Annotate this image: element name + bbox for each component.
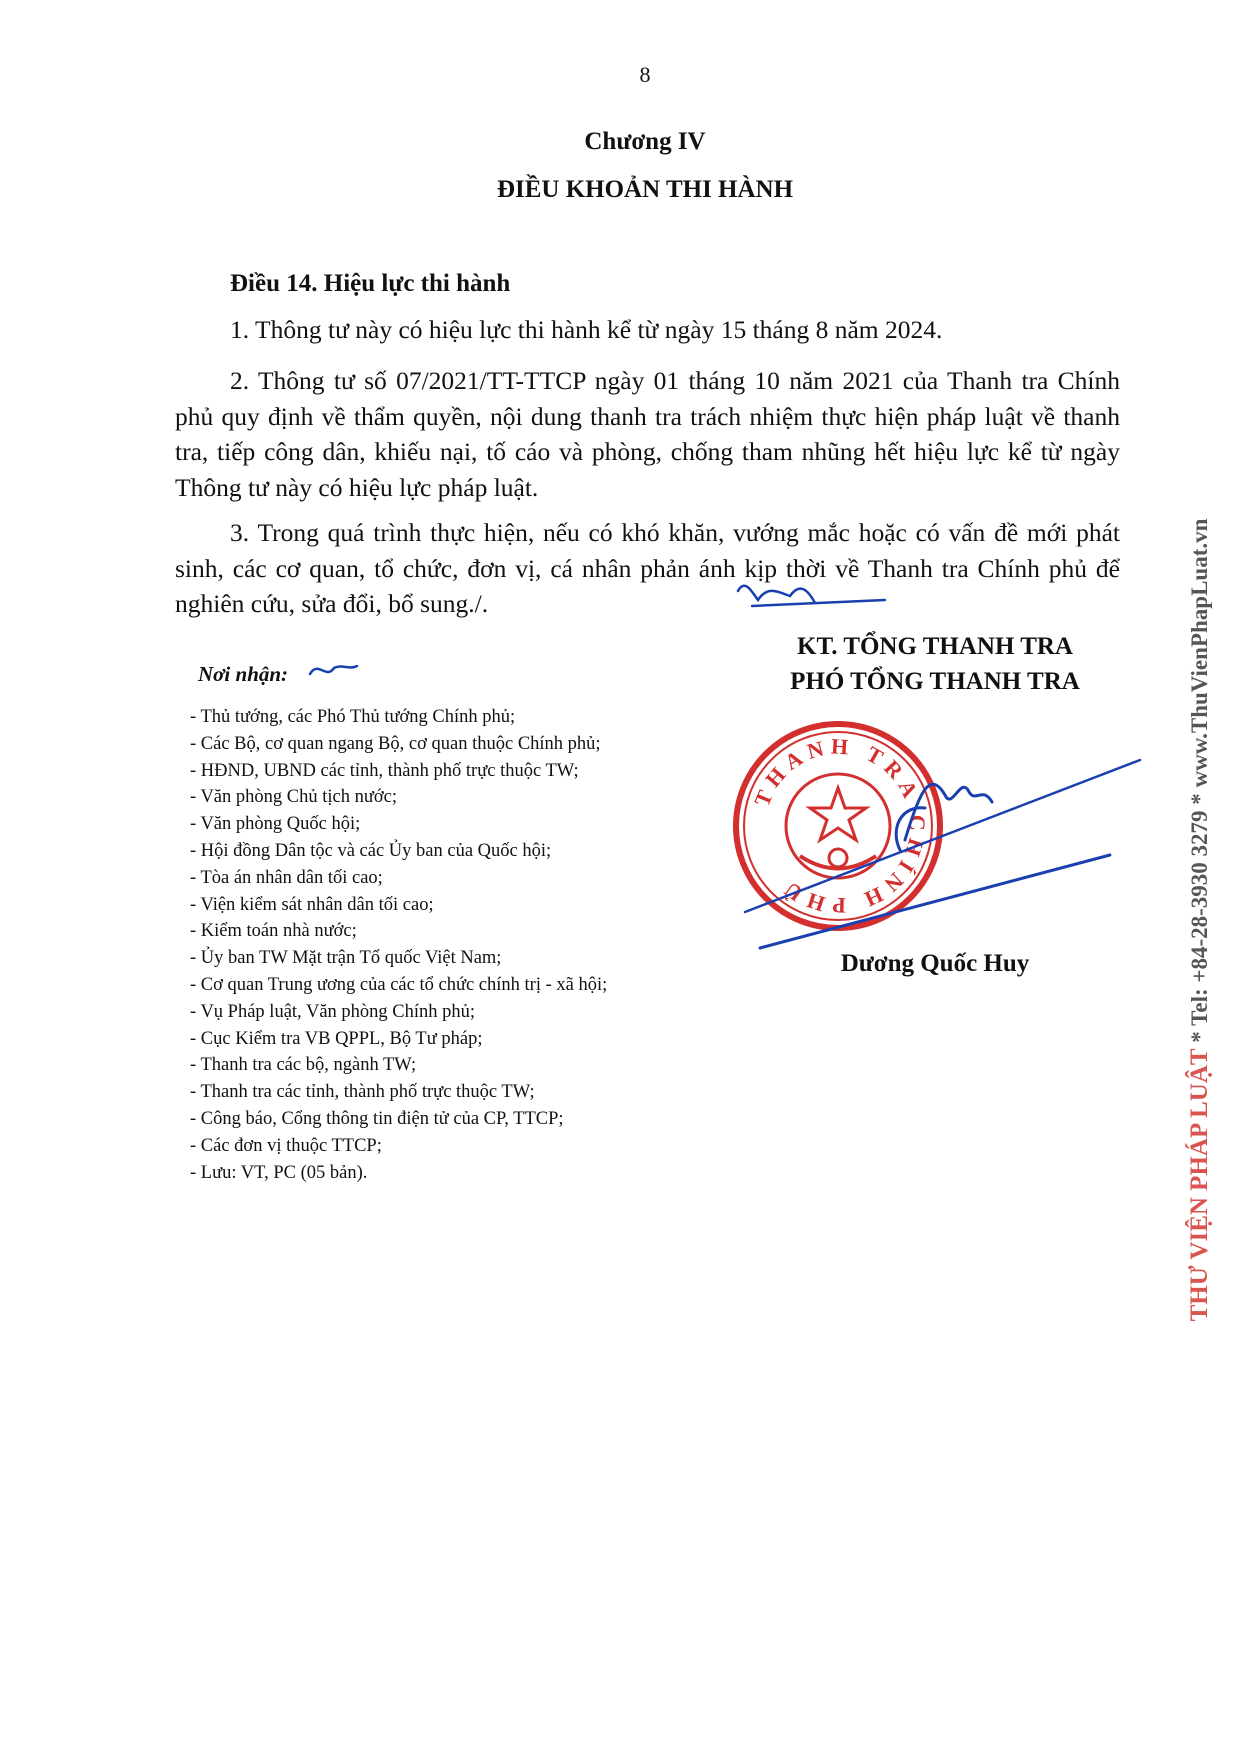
recipient-item: - Các đơn vị thuộc TTCP; bbox=[190, 1135, 382, 1156]
recipient-item: - Vụ Pháp luật, Văn phòng Chính phủ; bbox=[190, 1001, 476, 1022]
page-number: 8 bbox=[639, 62, 651, 87]
recipients-list bbox=[190, 704, 607, 1186]
watermark bbox=[1186, 519, 1214, 1322]
recipient-item: - Kiểm toán nhà nước; bbox=[190, 921, 357, 942]
initial-mark-recipients bbox=[310, 666, 357, 674]
watermark-brand: THƯ VIỆN PHÁP LUẬT bbox=[1186, 1048, 1213, 1322]
recipient-item: - Thủ tướng, các Phó Thủ tướng Chính phủ; bbox=[190, 707, 516, 727]
recipient-item: - Tòa án nhân dân tối cao; bbox=[190, 867, 383, 888]
recipient-item: - HĐND, UBND các tỉnh, thành phố trực thuộc TW; bbox=[190, 760, 579, 781]
seal-text: THANH TRA CHÍNH PHỦ bbox=[749, 733, 931, 919]
chapter-label: Chương IV bbox=[584, 128, 706, 155]
seal-inner-ring bbox=[744, 732, 932, 920]
recipient-item: - Thanh tra các tỉnh, thành phố trực thuộc TW; bbox=[190, 1082, 535, 1103]
recipient-item: - Văn phòng Quốc hội; bbox=[190, 814, 361, 835]
recipients-heading: Nơi nhận: bbox=[198, 662, 289, 686]
emblem-gear-icon bbox=[829, 849, 847, 867]
article-paragraph-2: 2. Thông tư số 07/2021/TT-TTCP ngày 01 tháng 10 năm 2021 của Thanh tra Chính phủ quy định về thẩm quyền, nội dung thanh tra trách nhiệm thực hiện pháp luật về thanh tra, tiếp công dân, khiếu nại, tố cáo và phòng, chống tham nhũng hết hiệu lực kể từ ngày Thông tư này có hiệu lực pháp luật. bbox=[175, 366, 1120, 502]
signer-name: Dương Quốc Huy bbox=[840, 950, 1030, 977]
official-seal bbox=[728, 716, 948, 936]
article-paragraph-3: 3. Trong quá trình thực hiện, nếu có khó khăn, vướng mắc hoặc có vấn đề mới phát sinh, các cơ quan, tổ chức, đơn vị, cá nhân phản ánh kịp thời về Thanh tra Chính phủ để nghiên cứu, sửa đổi, bổ sung./. bbox=[175, 518, 1120, 618]
signer-title-line-2: PHÓ TỔNG THANH TRA bbox=[790, 668, 1080, 695]
recipient-item: - Thanh tra các bộ, ngành TW; bbox=[190, 1055, 417, 1076]
recipient-item: - Ủy ban TW Mặt trận Tổ quốc Việt Nam; bbox=[190, 948, 502, 969]
article-heading: Điều 14. Hiệu lực thi hành bbox=[230, 270, 511, 297]
recipient-item: - Công báo, Cổng thông tin điện tử của CP, TTCP; bbox=[190, 1108, 564, 1129]
recipient-item: - Lưu: VT, PC (05 bản). bbox=[190, 1162, 368, 1183]
chapter-title: ĐIỀU KHOẢN THI HÀNH bbox=[496, 176, 794, 203]
article-paragraph-1: 1. Thông tư này có hiệu lực thi hành kể từ ngày 15 tháng 8 năm 2024. bbox=[230, 315, 943, 344]
recipient-item: - Viện kiểm sát nhân dân tối cao; bbox=[190, 894, 434, 915]
recipient-item: - Cơ quan Trung ương của các tổ chức chính trị - xã hội; bbox=[190, 974, 608, 995]
recipient-item: - Hội đồng Dân tộc và các Ủy ban của Quốc hội; bbox=[190, 840, 552, 861]
recipient-item: - Văn phòng Chủ tịch nước; bbox=[190, 787, 398, 808]
watermark-contact: * Tel: +84-28-3930 3279 * www.ThuVienPhapLuat.vn bbox=[1187, 518, 1212, 1043]
star-icon bbox=[810, 788, 866, 840]
recipient-item: - Cục Kiểm tra VB QPPL, Bộ Tư pháp; bbox=[190, 1028, 483, 1049]
signer-title-line-1: KT. TỔNG THANH TRA bbox=[797, 633, 1073, 660]
recipient-item: - Các Bộ, cơ quan ngang Bộ, cơ quan thuộc Chính phủ; bbox=[190, 733, 601, 754]
